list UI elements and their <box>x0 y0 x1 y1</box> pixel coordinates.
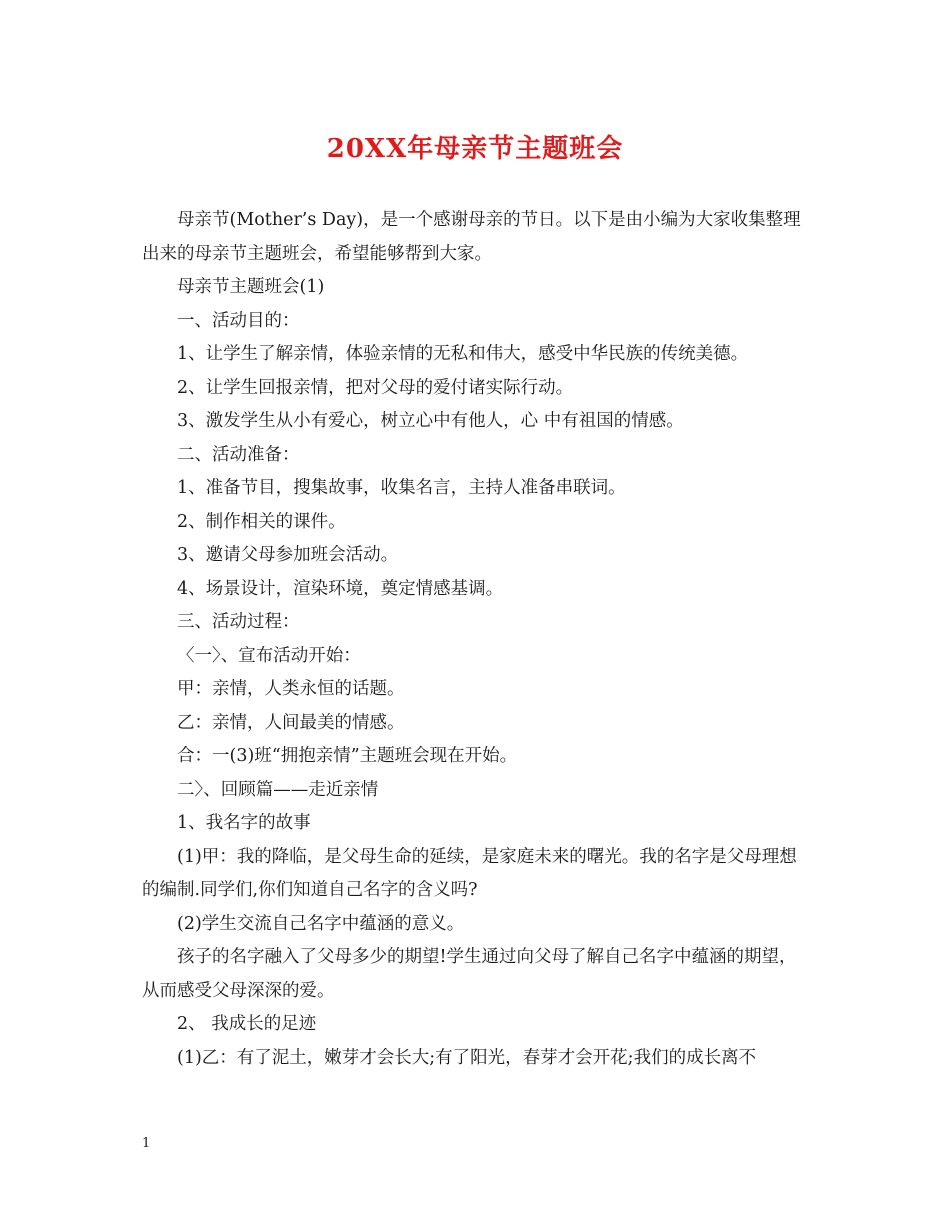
paragraph-preparation-3: 3、邀请父母参加班会活动。 <box>177 545 399 565</box>
paragraph-preparation-2: 2、制作相关的课件。 <box>177 511 346 532</box>
paragraph-intro: 母亲节(Mother’s Day)，是一个感谢母亲的节日。以下是由小编为大家收集整理出来的母亲节主题班会，希望能够帮到大家。 <box>142 210 801 264</box>
paragraph-dialogue-yi: 乙：亲情，人间最美的情感。 <box>177 712 405 733</box>
paragraph-preparation-4: 4、场景设计，渲染环境，奠定情感基调。 <box>177 578 504 599</box>
paragraph-heading-purpose: 一、活动目的： <box>177 310 300 331</box>
paragraph-name-story-1: (1)甲：我的降临，是父母生命的延续，是家庭未来的曙光。我的名字是父母理想的编制.同学们,你们知道自己名字的含义吗? <box>142 846 797 900</box>
paragraph-section-heading: 母亲节主题班会(1) <box>177 277 325 297</box>
paragraph-purpose-3: 3、激发学生从小有爱心，树立心中有他人，心 中有祖国的情感。 <box>177 411 684 431</box>
paragraph-process-start: 〈一〉、宣布活动开始： <box>177 645 361 666</box>
paragraph-dialogue-jia: 甲：亲情，人类永恒的话题。 <box>177 679 405 699</box>
paragraph-review-heading: 二〉、回顾篇——走近亲情 <box>177 779 379 800</box>
paragraph-heading-process: 三、活动过程： <box>177 612 300 632</box>
paragraph-name-story-2: (2)学生交流自己名字中蕴涵的意义。 <box>177 913 465 934</box>
paragraph-growth-heading: 2、 我成长的足迹 <box>177 1014 317 1034</box>
page-number: 1 <box>142 1136 151 1151</box>
paragraph-purpose-1: 1、让学生了解亲情，体验亲情的无私和伟大，感受中华民族的传统美德。 <box>177 344 749 364</box>
paragraph-heading-preparation: 二、活动准备： <box>177 444 300 465</box>
paragraph-purpose-2: 2、让学生回报亲情，把对父母的爱付诸实际行动。 <box>177 377 574 398</box>
paragraph-growth-1: (1)乙：有了泥土，嫩芽才会长大;有了阳光，春芽才会开花;我们的成长离不 <box>177 1047 757 1068</box>
paragraph-preparation-1: 1、准备节目，搜集故事，收集名言，主持人准备串联词。 <box>177 478 626 498</box>
document-title: 20XX年母亲节主题班会 <box>326 134 624 164</box>
paragraph-name-expectation: 孩子的名字融入了父母多少的期望!学生通过向父母了解自己名字中蕴涵的期望，从而感受父母深深的爱。 <box>142 947 797 1001</box>
document-body <box>142 204 814 1075</box>
paragraph-name-story: 1、我名字的故事 <box>177 813 311 833</box>
paragraph-dialogue-he: 合：一(3)班“拥抱亲情”主题班会现在开始。 <box>177 746 518 766</box>
